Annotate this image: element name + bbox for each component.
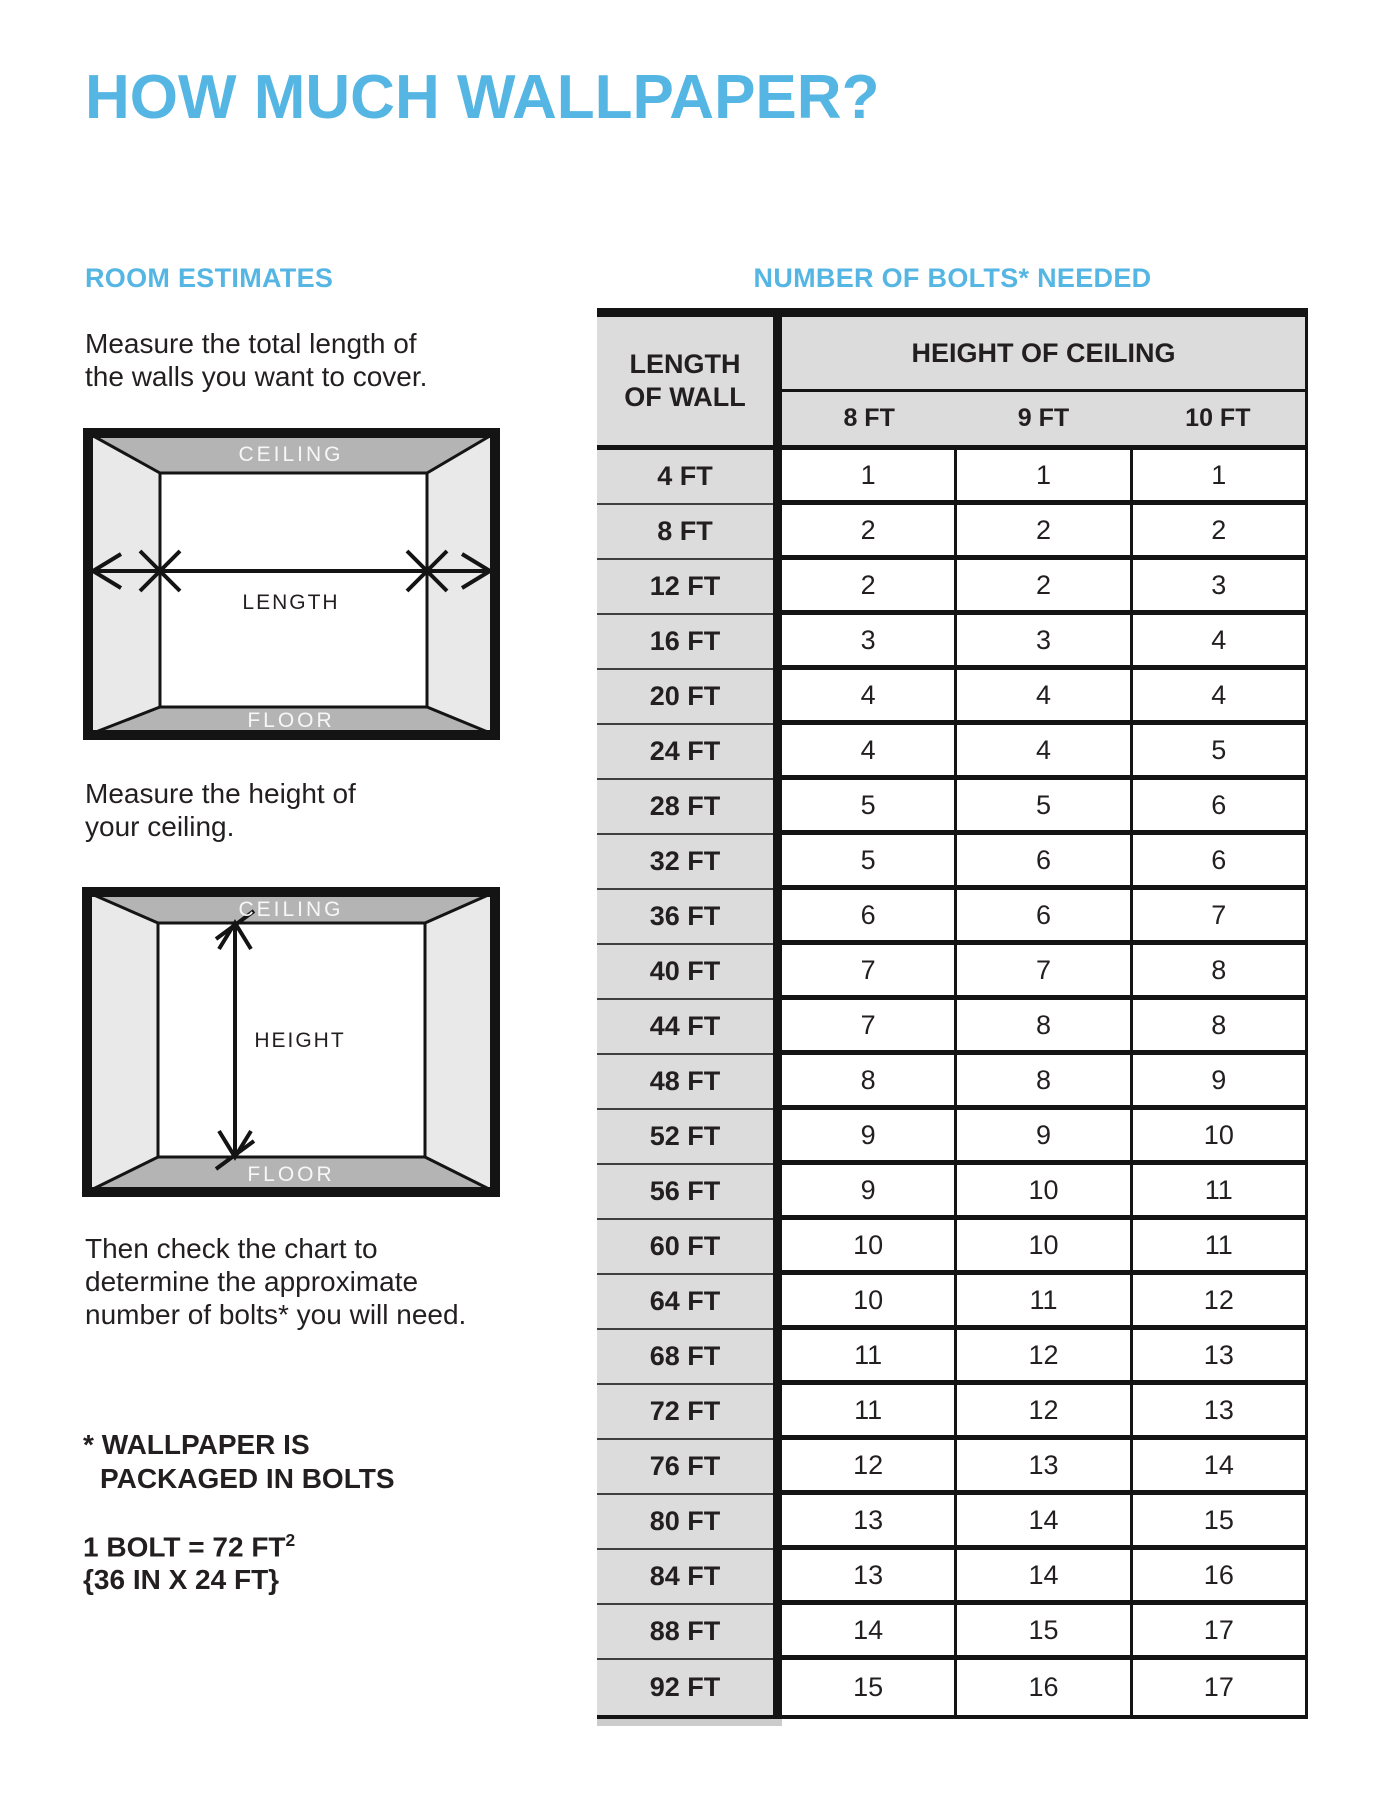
bolt-count-cell: 4 — [1211, 624, 1227, 655]
bolt-dimensions: {36 IN X 24 FT} — [83, 1564, 280, 1596]
bolt-count-cell: 5 — [954, 780, 1132, 830]
column-divider — [773, 945, 782, 1000]
column-divider — [773, 615, 782, 670]
column-divider — [773, 1605, 782, 1660]
instruction-line: determine the approximate — [85, 1266, 419, 1297]
room-estimates-heading: ROOM ESTIMATES — [85, 263, 334, 293]
row-label-cell: 80 FT — [597, 1495, 773, 1550]
back-wall — [160, 473, 427, 707]
row-values — [782, 780, 1308, 835]
column-divider — [773, 505, 782, 560]
floor-label: FLOOR — [247, 709, 335, 732]
table-row — [597, 945, 1308, 1000]
footnote-line: * WALLPAPER IS — [83, 1429, 310, 1460]
bolt-count-cell: 13 — [1203, 1339, 1234, 1370]
column-divider — [773, 1165, 782, 1220]
column-divider — [773, 1550, 782, 1605]
bolt-count-cell: 10 — [1203, 1119, 1234, 1150]
height-of-ceiling-header: HEIGHT OF CEILING — [782, 317, 1305, 392]
row-values — [782, 725, 1308, 780]
row-label-cell: 84 FT — [597, 1550, 773, 1605]
row-values — [782, 1330, 1308, 1385]
table-row — [597, 1220, 1308, 1275]
column-divider — [773, 1000, 782, 1055]
bolt-size-info — [83, 1524, 295, 1596]
bolt-count-cell: 4 — [1211, 679, 1227, 710]
length-of-wall-header: LENGTH OF WALL — [624, 349, 746, 412]
footnote-line: PACKAGED IN BOLTS — [100, 1463, 395, 1494]
column-divider — [773, 1495, 782, 1550]
ceiling-height-subheaders — [782, 392, 1305, 445]
bolt-count-cell: 8 — [954, 1055, 1132, 1105]
row-label-cell: 40 FT — [597, 945, 773, 1000]
row-values — [782, 670, 1308, 725]
bolt-count-cell: 5 — [860, 844, 876, 875]
row-values — [782, 1550, 1308, 1605]
bolt-count-cell: 14 — [954, 1550, 1132, 1600]
bolt-count-cell: 12 — [954, 1330, 1132, 1380]
instruction-line: Then check the chart to — [85, 1233, 378, 1264]
bolt-count-cell: 2 — [860, 569, 876, 600]
bolt-count-cell: 15 — [1203, 1504, 1234, 1535]
ceiling-height-header-group — [782, 317, 1308, 445]
table-row — [597, 615, 1308, 670]
instruction-check-chart — [85, 1232, 466, 1331]
floor-label: FLOOR — [247, 1163, 335, 1186]
bolt-count-cell: 16 — [954, 1660, 1132, 1715]
wallpaper-bolts-footnote — [83, 1428, 395, 1496]
bolts-needed-heading: NUMBER OF BOLTS* NEEDED — [753, 263, 1152, 293]
row-label-cell: 48 FT — [597, 1055, 773, 1110]
bolt-count-cell: 4 — [954, 725, 1132, 775]
row-label-cell: 24 FT — [597, 725, 773, 780]
row-label-cell: 60 FT — [597, 1220, 773, 1275]
bolt-count-cell: 8 — [1211, 954, 1227, 985]
table-row — [597, 725, 1308, 780]
table-top-border — [597, 308, 1308, 317]
row-values — [782, 560, 1308, 615]
subheader-8ft: 8 FT — [843, 404, 895, 432]
table-row — [597, 1055, 1308, 1110]
bolt-count-cell: 3 — [860, 624, 876, 655]
bolt-count-cell: 11 — [854, 1394, 883, 1425]
bolt-count-cell: 13 — [954, 1440, 1132, 1490]
ceiling-label: CEILING — [238, 898, 344, 921]
superscript-2: 2 — [285, 1530, 296, 1550]
bolt-count-cell: 11 — [954, 1275, 1132, 1325]
row-label-cell: 76 FT — [597, 1440, 773, 1495]
bolt-count-cell: 14 — [954, 1495, 1132, 1545]
bolt-count-cell: 4 — [860, 734, 876, 765]
instruction-measure-height — [85, 777, 356, 843]
instruction-line: Measure the total length of — [85, 328, 417, 359]
bolt-count-cell: 14 — [853, 1614, 884, 1645]
bolt-count-cell: 5 — [1211, 734, 1227, 765]
bolt-count-cell: 11 — [1204, 1174, 1233, 1205]
table-row — [597, 1440, 1308, 1495]
row-label-cell: 64 FT — [597, 1275, 773, 1330]
table-row — [597, 505, 1308, 560]
bolt-count-cell: 11 — [1204, 1229, 1233, 1260]
subheader-9ft: 9 FT — [1017, 404, 1070, 432]
row-label-cell: 16 FT — [597, 615, 773, 670]
bolt-count-cell: 6 — [1211, 844, 1227, 875]
bolt-count-cell: 2 — [1211, 514, 1227, 545]
room-height-diagram — [82, 887, 500, 1197]
instruction-measure-length — [85, 327, 427, 393]
bolt-count-cell: 16 — [1203, 1559, 1234, 1590]
bolt-count-cell: 8 — [860, 1064, 876, 1095]
bolt-count-cell: 8 — [1211, 1009, 1227, 1040]
column-divider — [773, 725, 782, 780]
bolts-table — [597, 308, 1308, 1726]
row-label-cell: 92 FT — [597, 1660, 773, 1715]
row-values — [782, 945, 1308, 1000]
page-title: HOW MUCH WALLPAPER? — [85, 63, 880, 132]
bolt-count-cell: 14 — [1203, 1449, 1234, 1480]
table-row — [597, 1550, 1308, 1605]
table-row — [597, 1495, 1308, 1550]
bolt-count-cell: 8 — [954, 1000, 1132, 1050]
row-values — [782, 1385, 1308, 1440]
bolt-count-cell: 10 — [954, 1220, 1132, 1270]
row-label-cell: 12 FT — [597, 560, 773, 615]
table-row — [597, 890, 1308, 945]
row-label-cell: 20 FT — [597, 670, 773, 725]
row-values — [782, 1000, 1308, 1055]
instruction-line: your ceiling. — [85, 811, 235, 842]
bolt-count-cell: 11 — [854, 1339, 883, 1370]
table-row — [597, 670, 1308, 725]
column-divider — [773, 1440, 782, 1495]
row-values — [782, 1165, 1308, 1220]
row-label-cell: 4 FT — [597, 450, 773, 505]
bolt-count-cell: 15 — [853, 1672, 884, 1702]
table-row — [597, 1660, 1308, 1715]
bolt-count-cell: 10 — [954, 1165, 1132, 1215]
table-row — [597, 560, 1308, 615]
bolt-count-cell: 4 — [860, 679, 876, 710]
row-label-cell: 28 FT — [597, 780, 773, 835]
subheader-10ft: 10 FT — [1185, 404, 1251, 432]
column-divider — [773, 670, 782, 725]
bolt-count-cell: 17 — [1203, 1614, 1234, 1645]
bolt-count-cell: 13 — [853, 1559, 884, 1590]
column-divider — [773, 1330, 782, 1385]
bolt-count-cell: 6 — [1211, 789, 1227, 820]
bolt-count-cell: 2 — [860, 514, 876, 545]
table-row — [597, 1165, 1308, 1220]
bolt-count-cell: 3 — [954, 615, 1132, 665]
row-values — [782, 1605, 1308, 1660]
bolt-count-cell: 7 — [860, 954, 876, 985]
bolt-count-cell: 12 — [1203, 1284, 1234, 1315]
bolt-count-cell: 13 — [1203, 1394, 1234, 1425]
row-values — [782, 1275, 1308, 1330]
row-label-cell: 8 FT — [597, 505, 773, 560]
table-row — [597, 1605, 1308, 1660]
row-values — [782, 1660, 1308, 1715]
bolt-count-cell: 1 — [1211, 459, 1227, 490]
bolt-count-cell: 15 — [954, 1605, 1132, 1655]
table-row — [597, 1110, 1308, 1165]
bolt-equation: 1 BOLT = 72 $FT^2$ — [83, 1530, 296, 1563]
ceiling-label: CEILING — [238, 443, 344, 466]
bolt-count-cell: 9 — [1211, 1064, 1227, 1095]
bolt-count-cell: 2 — [954, 505, 1132, 555]
column-divider — [773, 1055, 782, 1110]
row-values — [782, 450, 1308, 505]
column-divider — [773, 780, 782, 835]
row-label-cell: 36 FT — [597, 890, 773, 945]
row-label-cell: 68 FT — [597, 1330, 773, 1385]
instruction-line: Measure the height of — [85, 778, 356, 809]
column-divider — [773, 835, 782, 890]
column-divider — [773, 1385, 782, 1440]
row-label-cell: 32 FT — [597, 835, 773, 890]
row-label-cell: 72 FT — [597, 1385, 773, 1440]
bolt-count-cell: 6 — [954, 890, 1132, 940]
column-divider — [773, 1110, 782, 1165]
bolt-count-cell: 9 — [860, 1174, 876, 1205]
bolt-count-cell: 9 — [954, 1110, 1132, 1160]
row-values — [782, 505, 1308, 560]
bolt-count-cell: 13 — [853, 1504, 884, 1535]
table-row — [597, 450, 1308, 505]
bolt-count-cell: 10 — [853, 1229, 884, 1260]
row-values — [782, 1495, 1308, 1550]
row-values — [782, 890, 1308, 945]
bolt-count-cell: 17 — [1203, 1672, 1234, 1702]
bolt-count-cell: 1 — [954, 450, 1132, 500]
bolt-count-cell: 6 — [954, 835, 1132, 885]
column-divider — [773, 450, 782, 505]
table-row — [597, 780, 1308, 835]
bolt-count-cell: 12 — [954, 1385, 1132, 1435]
column-divider — [773, 560, 782, 615]
row-values — [782, 1220, 1308, 1275]
table-corner-shadow — [597, 1719, 782, 1726]
column-divider — [773, 1275, 782, 1330]
row-values — [782, 835, 1308, 890]
bolt-count-cell: 7 — [1211, 899, 1227, 930]
bolt-count-cell: 5 — [860, 789, 876, 820]
row-label-cell: 52 FT — [597, 1110, 773, 1165]
column-divider — [773, 317, 782, 445]
row-label-cell: 88 FT — [597, 1605, 773, 1660]
bolt-count-cell: 7 — [860, 1009, 876, 1040]
row-label-cell: 56 FT — [597, 1165, 773, 1220]
bolt-count-cell: 1 — [860, 459, 876, 490]
room-length-diagram — [83, 428, 500, 740]
bolt-count-cell: 9 — [860, 1119, 876, 1150]
row-values — [782, 1110, 1308, 1165]
bolt-count-cell: 3 — [1211, 569, 1227, 600]
table-row — [597, 1000, 1308, 1055]
column-divider — [773, 890, 782, 945]
row-label-cell: 44 FT — [597, 1000, 773, 1055]
bolt-count-cell: 2 — [954, 560, 1132, 610]
table-header — [597, 317, 1308, 445]
table-row — [597, 835, 1308, 890]
row-values — [782, 1440, 1308, 1495]
row-values — [782, 1055, 1308, 1110]
instruction-line: the walls you want to cover. — [85, 361, 428, 392]
column-divider — [773, 1660, 782, 1715]
instruction-line: number of bolts* you will need. — [85, 1299, 467, 1330]
bolt-count-cell: 7 — [954, 945, 1132, 995]
bolt-count-cell: 12 — [853, 1449, 884, 1480]
row-values — [782, 615, 1308, 670]
bolt-count-cell: 10 — [853, 1284, 884, 1315]
bolt-count-cell: 4 — [954, 670, 1132, 720]
asterisk: * — [83, 1429, 94, 1460]
length-label: LENGTH — [242, 591, 340, 614]
table-row — [597, 1275, 1308, 1330]
column-divider — [773, 1220, 782, 1275]
height-label: HEIGHT — [254, 1029, 346, 1052]
table-row — [597, 1330, 1308, 1385]
table-rows — [597, 450, 1308, 1715]
table-row — [597, 1385, 1308, 1440]
bolt-count-cell: 6 — [860, 899, 876, 930]
